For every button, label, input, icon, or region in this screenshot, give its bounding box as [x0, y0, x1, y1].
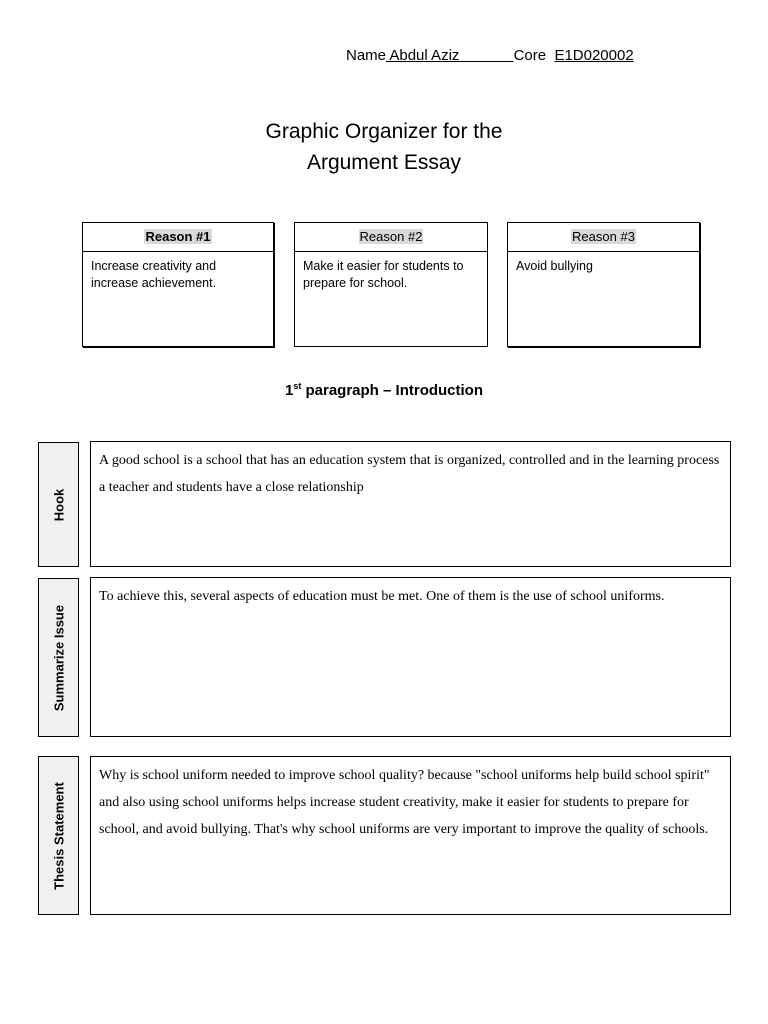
hook-label-box — [38, 442, 79, 567]
name-value: Abdul Aziz — [386, 47, 514, 64]
thesis-statement-label-box — [38, 756, 79, 915]
title-line-1: Graphic Organizer for the — [265, 120, 503, 143]
summarize-issue-label: Summarize Issue — [51, 604, 66, 711]
reason-label-3: Reason #3 — [572, 229, 635, 244]
reason-text-2: Make it easier for students to prepare for school. — [303, 259, 464, 290]
reason-box-3 — [507, 222, 700, 347]
section-heading — [0, 381, 768, 399]
core-value: E1D020002 — [554, 47, 634, 64]
section-heading-text: paragraph – Introduction — [301, 382, 484, 399]
reason-header-2 — [295, 223, 487, 252]
thesis-statement-label: Thesis Statement — [51, 781, 66, 890]
section-number: 1 — [284, 382, 294, 399]
summarize-issue-text-box: To achieve this, several aspects of education must be met. One of them is the use of school uniforms. — [90, 577, 731, 737]
reason-box-2 — [294, 222, 488, 347]
reason-header-3 — [508, 223, 699, 252]
reason-text-3: Avoid bullying — [516, 259, 593, 273]
reason-label-1: Reason #1 — [145, 229, 211, 244]
reason-header-1 — [83, 223, 273, 252]
hook-label: Hook — [51, 488, 66, 521]
reason-box-1 — [82, 222, 274, 347]
student-info-line — [346, 47, 634, 64]
reason-label-2: Reason #2 — [359, 229, 423, 244]
section-suffix: st — [293, 381, 302, 391]
page-title — [0, 116, 768, 178]
name-label: Name — [346, 47, 387, 64]
reason-text-1: Increase creativity and increase achievement. — [91, 259, 217, 290]
summarize-issue-label-box — [38, 578, 79, 737]
title-line-2: Argument Essay — [306, 151, 462, 174]
hook-text-box: A good school is a school that has an education system that is organized, controlled and in the learning process a teacher and students have a close relationship — [90, 441, 731, 567]
thesis-statement-text-box: Why is school uniform needed to improve school quality? because "school uniforms help build school spirit" and also using school uniforms helps increase student creativity, make it easier for students to prepare for school, and avoid bullying. That's why school uniforms are very important to improve the quality of schools. — [90, 756, 731, 915]
core-label: Core — [513, 47, 547, 64]
